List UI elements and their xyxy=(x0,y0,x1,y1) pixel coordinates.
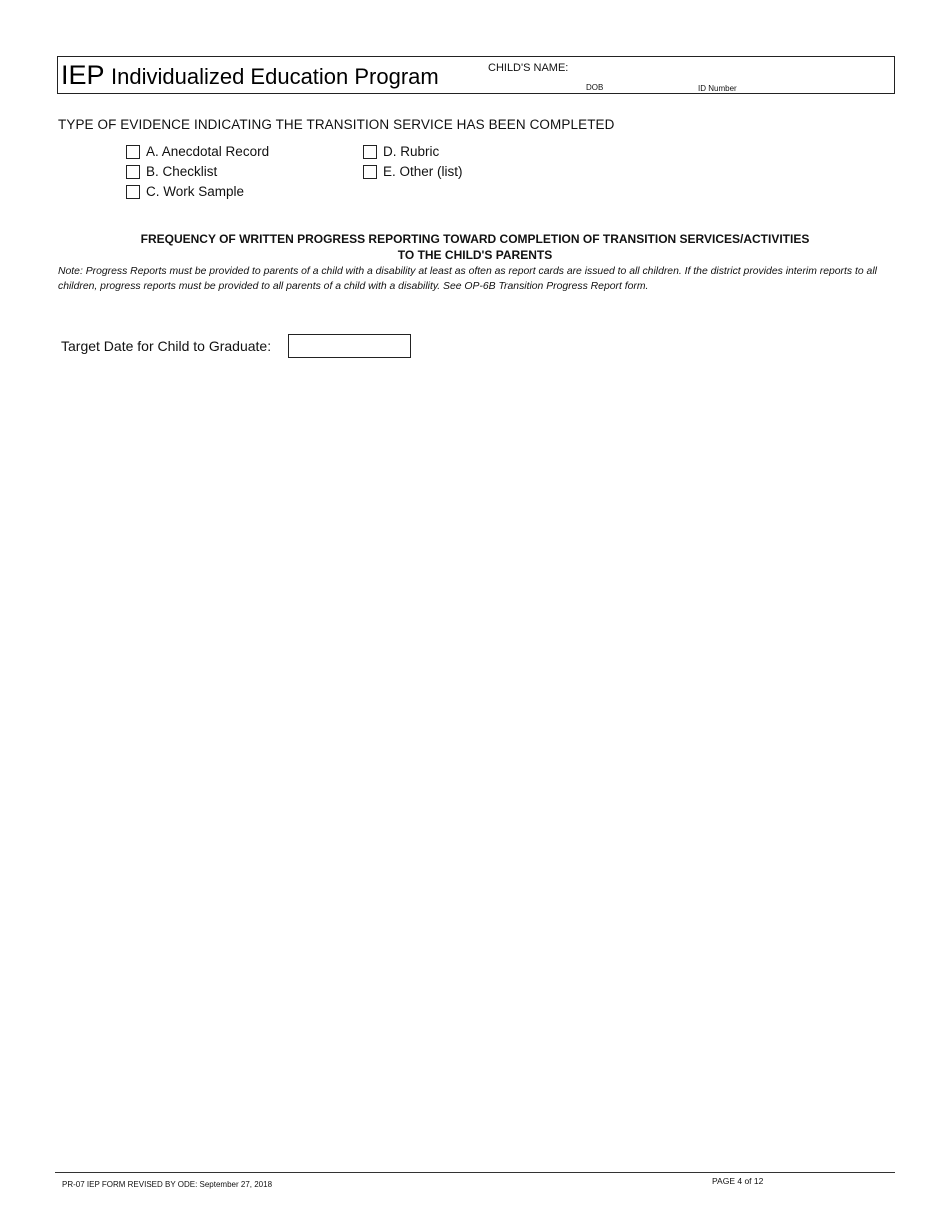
dob-label: DOB xyxy=(586,83,604,92)
footer-divider xyxy=(55,1172,895,1173)
form-title: Individualized Education Program xyxy=(111,64,439,89)
evidence-option-other[interactable] xyxy=(363,162,463,182)
rubric-label: D. Rubric xyxy=(383,144,440,159)
frequency-heading-line-2: TO THE CHILD'S PARENTS xyxy=(397,248,553,262)
frequency-heading xyxy=(0,231,950,263)
target-date-input[interactable] xyxy=(288,334,411,358)
footer-form-info: PR-07 IEP FORM REVISED BY ODE: September 27, 2018 xyxy=(62,1180,273,1189)
progress-report-note: Note: Progress Reports must be provided to parents of a child with a disability at least as often as report cards are issued to all children. If the district provides interim reports to all children, progress reports must be provided to all parents of a child with a disability. See OP-6B Transition Progress Report form. xyxy=(58,266,877,292)
work-sample-label: C. Work Sample xyxy=(146,184,245,199)
evidence-option-checklist[interactable] xyxy=(126,162,269,182)
id-number-label: ID Number xyxy=(698,84,737,93)
target-date-label: Target Date for Child to Graduate: xyxy=(61,338,272,354)
other-checkbox[interactable] xyxy=(363,165,377,179)
rubric-checkbox[interactable] xyxy=(363,145,377,159)
checklist-label: B. Checklist xyxy=(146,164,218,179)
anecdotal-record-checkbox[interactable] xyxy=(126,145,140,159)
checklist-checkbox[interactable] xyxy=(126,165,140,179)
other-label: E. Other (list) xyxy=(383,164,463,179)
evidence-options-right xyxy=(363,142,463,182)
evidence-options-left xyxy=(126,142,269,202)
form-header xyxy=(57,56,895,94)
footer-page-number: PAGE 4 of 12 xyxy=(712,1176,764,1186)
iep-abbreviation: IEP xyxy=(61,60,105,90)
anecdotal-record-label: A. Anecdotal Record xyxy=(146,144,270,159)
child-name-label: CHILD'S NAME: xyxy=(488,62,569,74)
frequency-heading-line-1: FREQUENCY OF WRITTEN PROGRESS REPORTING TOWARD COMPLETION OF TRANSITION SERVICES/ACTIVITIES xyxy=(140,232,810,246)
evidence-heading: TYPE OF EVIDENCE INDICATING THE TRANSITION SERVICE HAS BEEN COMPLETED xyxy=(58,117,615,132)
work-sample-checkbox[interactable] xyxy=(126,185,140,199)
evidence-option-work-sample[interactable] xyxy=(126,182,269,202)
evidence-option-rubric[interactable] xyxy=(363,142,463,162)
evidence-option-anecdotal-record[interactable] xyxy=(126,142,269,162)
